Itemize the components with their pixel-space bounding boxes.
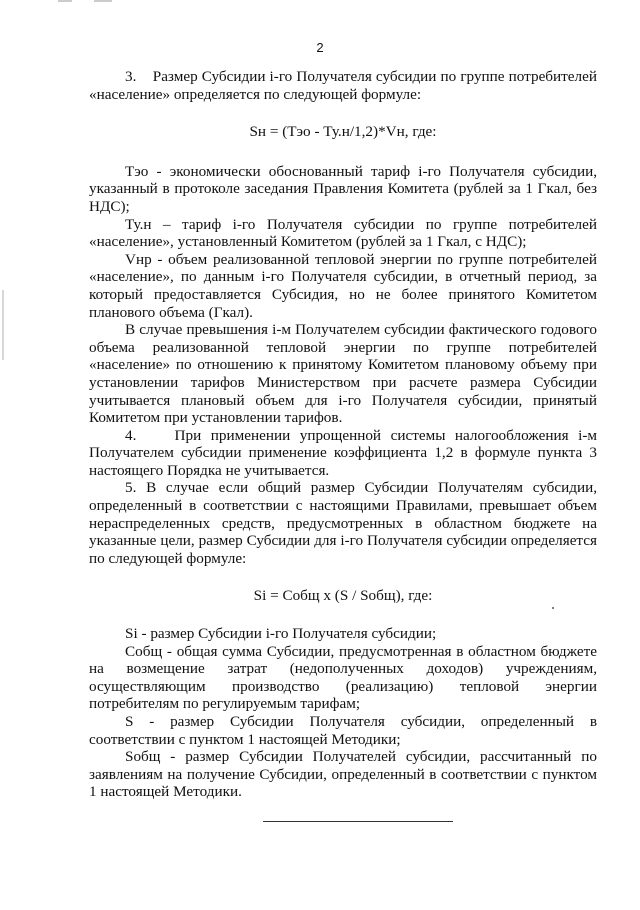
paragraph-exceed: В случае превышения i-м Получателем субсидии фактического годового объема реализованной тепловой энергии по группе потребителей «население» по отношению к принятому Комитетом плановому объему при установлении тарифов Министерством при расчете размера Субсидии учитывается плановый объем для i-го Получателя субсидии, принятый Комитетом при установлении тарифов. (89, 321, 597, 427)
definition-teo: Тэо - экономически обоснованный тариф i-го Получателя субсидии, указанный в протоколе заседания Правления Комитета (рублей за 1 Гкал, без НДС); (89, 162, 597, 215)
definition-vnp: Vнр - объем реализованной тепловой энергии по группе потребителей «население», по данным i-го Получателя субсидии, в отчетный период, за который предоставляется Субсидия, но не более принятого Комитетом планового объема (Гкал). (89, 250, 597, 321)
end-divider (263, 821, 453, 822)
formula-subsidy-share: Si = Cобщ x (S / Sобщ), где: (253, 587, 433, 605)
definition-cobsh: Cобщ - общая сумма Субсидии, предусмотренная в областном бюджете на возмещение затрат (недополученных доходов) учреждениям, осуществляющим производство (реализацию) тепловой энергии потребителям по регулируемым тарифам; (89, 642, 597, 713)
formula-subsidy-population: Sн = (Тэо - Ту.н/1,2)*Vн, где: (249, 123, 437, 141)
definition-si: Si - размер Субсидии i-го Получателя субсидии; (125, 625, 437, 643)
scan-artifact (2, 290, 4, 360)
definition-tun: Ту.н – тариф i-го Получателя субсидии по группе потребителей «население», установленный Комитетом (рублей за 1 Гкал, с НДС); (89, 215, 597, 251)
paragraph-5: 5. В случае если общий размер Субсидии Получателям субсидии, определенный в соответствии с настоящими Правилами, превышает объем нераспределенных средств, предусмотренных в областном бюджете на указанные цели, размер Субсидии для i-го Получателя субсидии определяется по следующей формуле: (89, 479, 597, 567)
scan-artifact (58, 0, 72, 2)
definition-s: S - размер Субсидии Получателя субсидии, определенный в соответствии с пунктом 1 настоящей Методики; (89, 713, 597, 748)
scan-artifact (94, 0, 112, 2)
document-body (89, 68, 597, 801)
page-number: 2 (316, 40, 324, 55)
paragraph-3: 3. Размер Субсидии i-го Получателя субсидии по группе потребителей «население» определяется по следующей формуле: (89, 68, 597, 103)
definition-sobsh: Sобщ - размер Субсидии Получателей субсидии, рассчитанный по заявлениям на получение Субсидии, определенный в соответствии с пунктом 1 настоящей Методики. (89, 748, 597, 801)
paragraph-4: 4. При применении упрощенной системы налогообложения i-м Получателем субсидии применение коэффициента 1,2 в формуле пункта 3 настоящего Порядка не учитывается. (89, 426, 597, 479)
